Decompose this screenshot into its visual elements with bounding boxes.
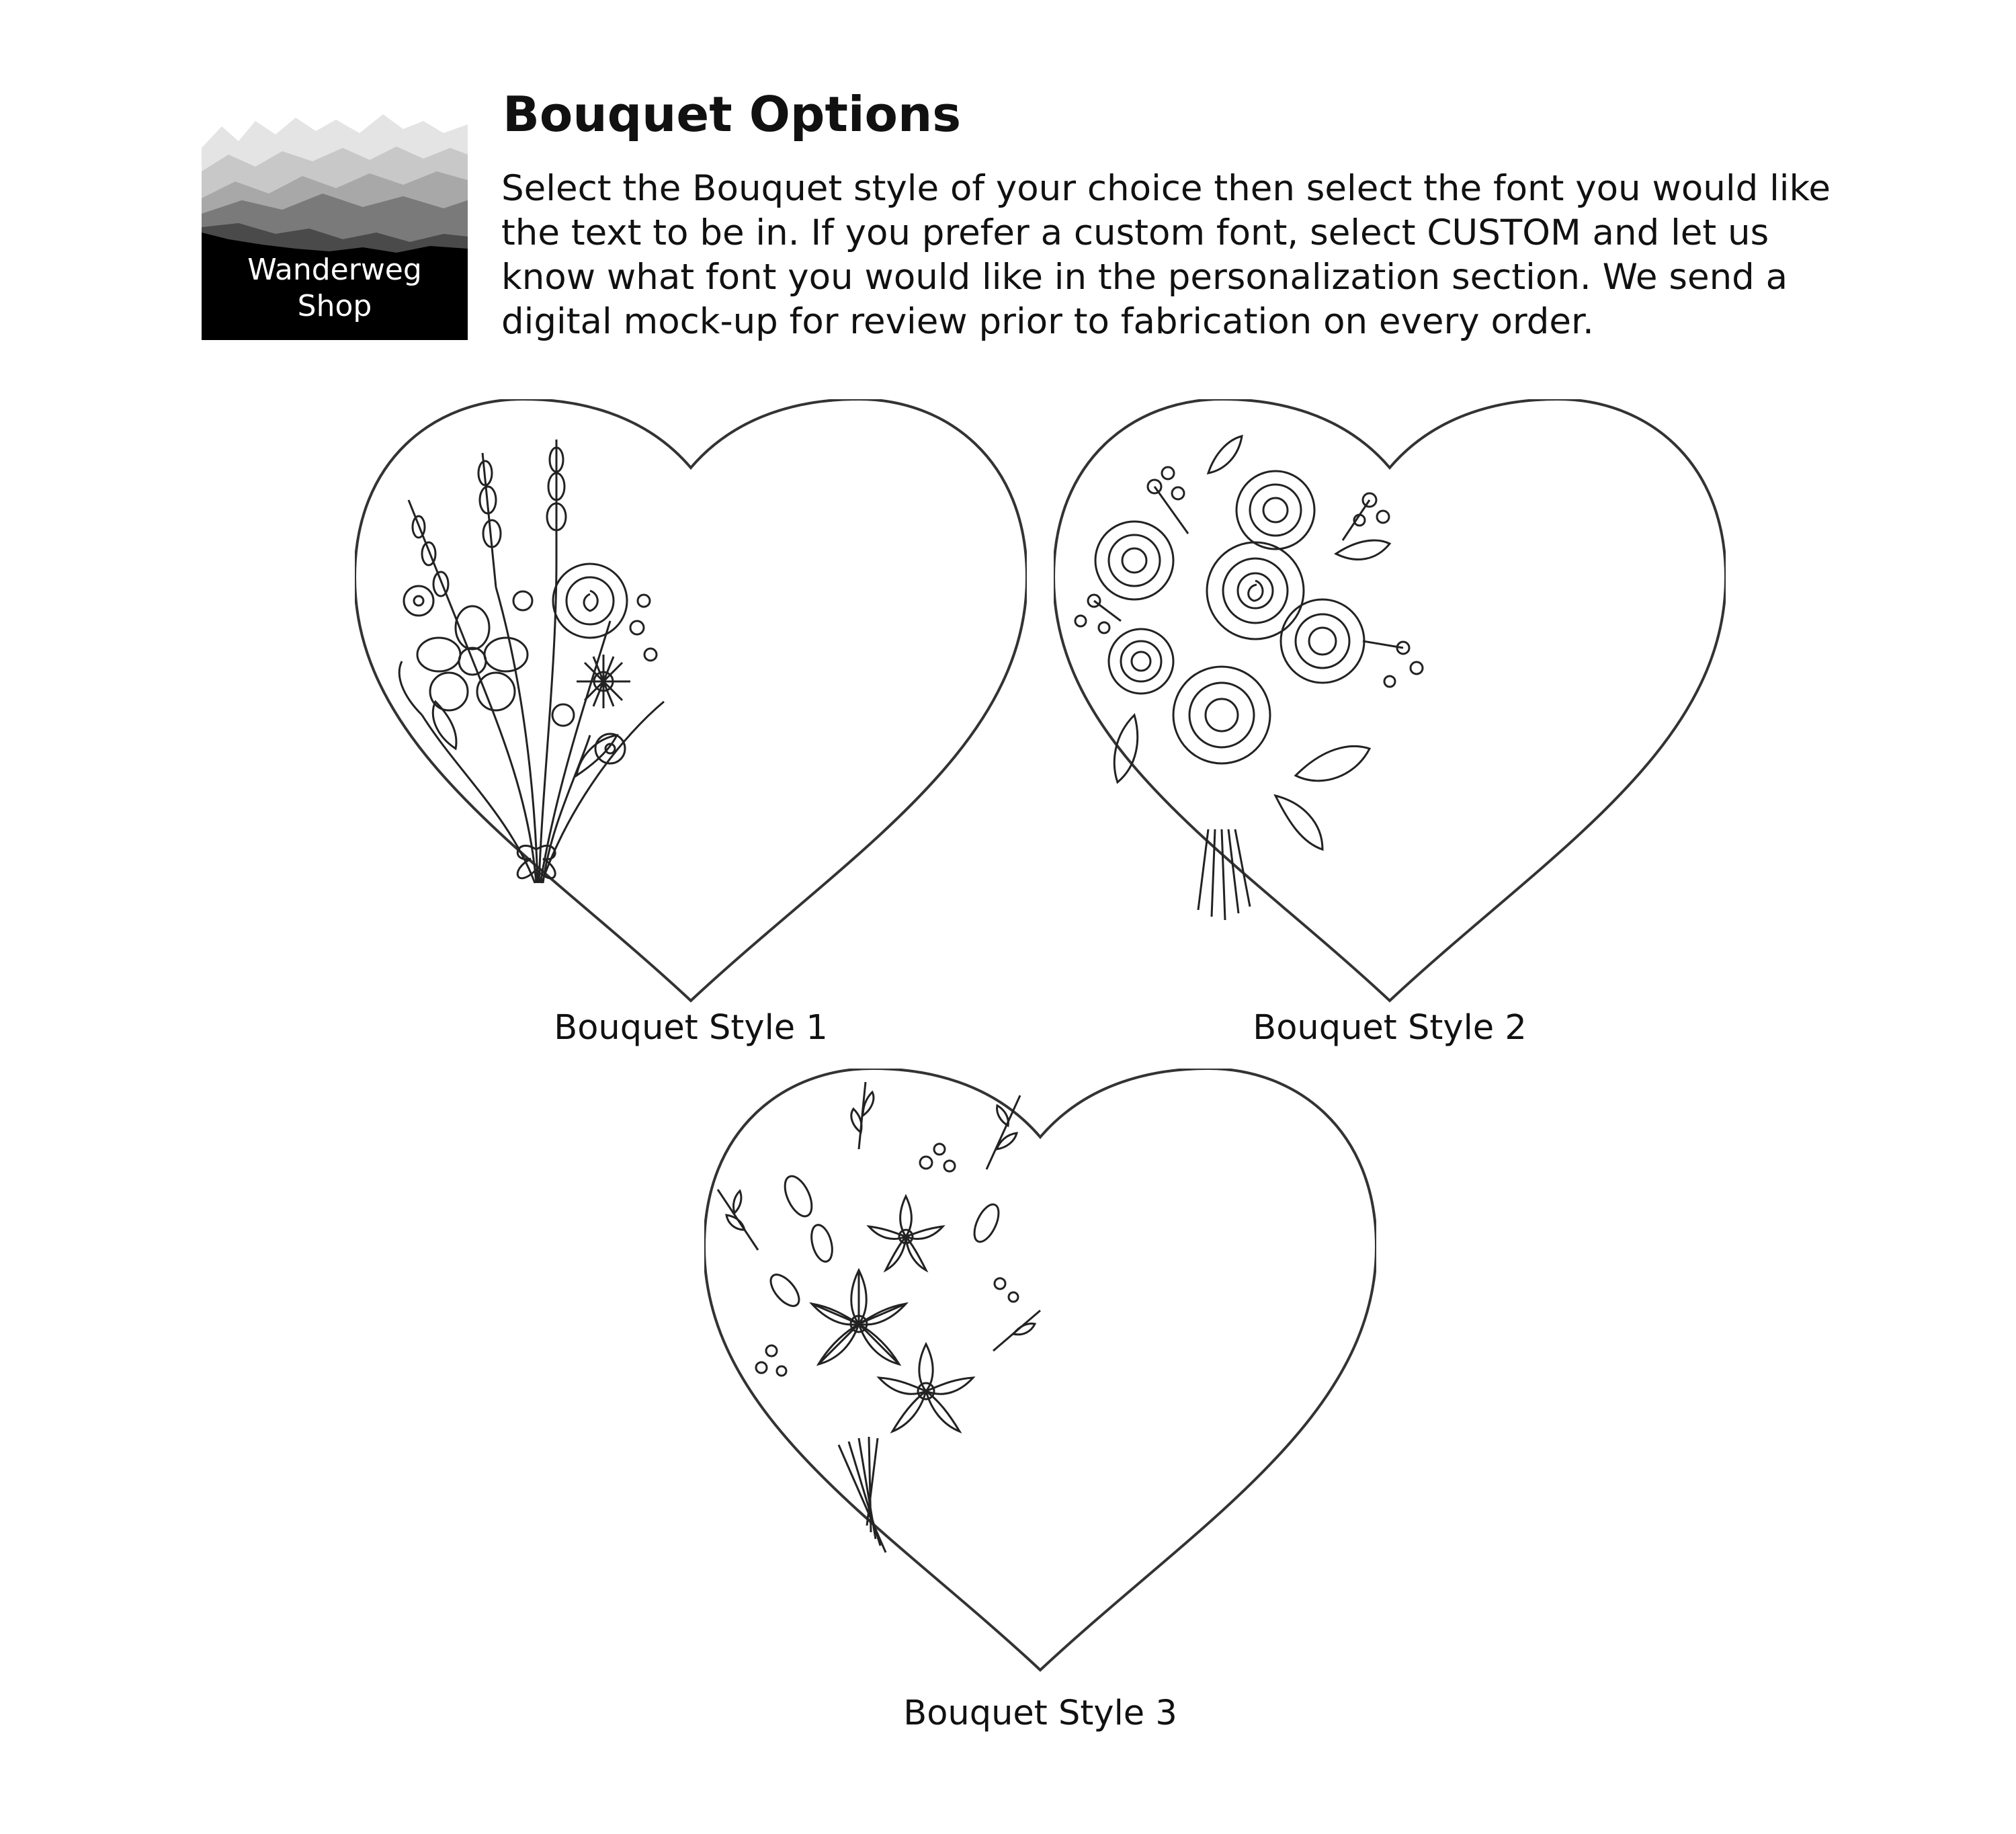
logo-line-2: Shop — [297, 289, 372, 323]
intro-line: digital mock-up for review prior to fabrication on every order. — [501, 301, 1594, 342]
intro-paragraph — [501, 167, 1899, 344]
intro-line: Select the Bouquet style of your choice then select the font you would like — [501, 168, 1831, 209]
option-label-2[interactable]: Bouquet Style 2 — [1253, 1008, 1527, 1048]
page-title: Bouquet Options — [503, 86, 962, 142]
bouquet-option-3[interactable] — [704, 1069, 1376, 1673]
heart-shape-icon — [1054, 399, 1726, 1004]
option-label-1[interactable]: Bouquet Style 1 — [554, 1008, 828, 1048]
bouquet-option-2[interactable] — [1054, 399, 1726, 1004]
bouquet-option-1[interactable] — [355, 399, 1027, 1004]
option-label-3[interactable]: Bouquet Style 3 — [903, 1694, 1177, 1733]
heart-shape-icon — [704, 1069, 1376, 1673]
logo-text — [202, 252, 468, 325]
shop-logo — [202, 114, 468, 340]
logo-line-1: Wanderweg — [247, 253, 422, 287]
heart-shape-icon — [355, 399, 1027, 1004]
intro-line: know what font you would like in the personalization section. We send a — [501, 257, 1788, 298]
intro-line: the text to be in. If you prefer a custom font, select CUSTOM and let us — [501, 212, 1769, 253]
